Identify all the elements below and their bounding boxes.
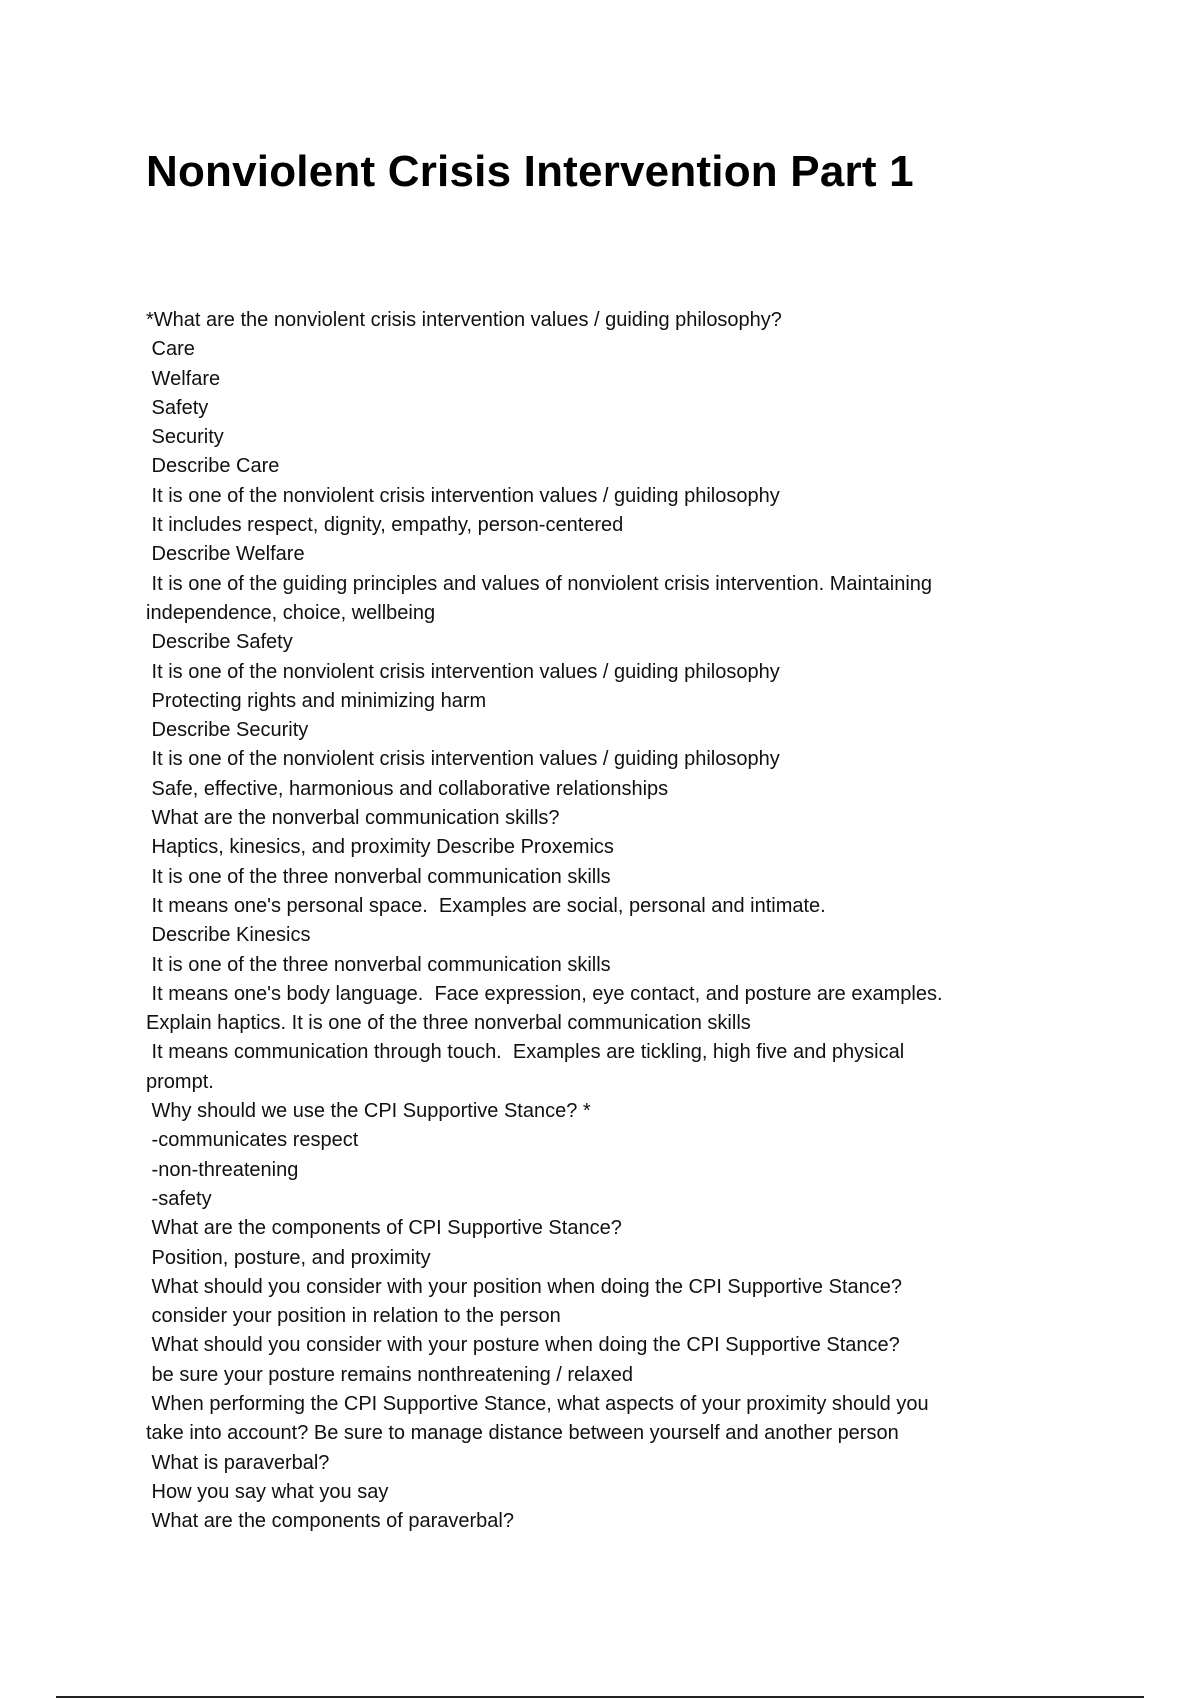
text-line: prompt. — [146, 1070, 214, 1093]
text-line: What are the nonverbal communication skills? — [146, 807, 560, 830]
text-line: -non-threatening — [146, 1158, 299, 1181]
text-line: It is one of the nonviolent crisis intervention values / guiding philosophy — [146, 484, 780, 507]
text-line: What should you consider with your posture when doing the CPI Supportive Stance? — [146, 1334, 900, 1357]
text-line: consider your position in relation to the person — [146, 1305, 561, 1328]
text-line: Why should we use the CPI Supportive Stance? * — [146, 1100, 591, 1123]
page-title: Nonviolent Crisis Intervention Part 1 — [146, 147, 914, 196]
text-line: What is paraverbal? — [146, 1451, 330, 1474]
text-line: How you say what you say — [146, 1480, 389, 1503]
text-line: It means one's body language. Face expression, eye contact, and posture are examples. — [146, 982, 943, 1005]
text-line: What are the components of paraverbal? — [146, 1510, 514, 1533]
text-line: *What are the nonviolent crisis intervention values / guiding philosophy? — [146, 309, 782, 331]
text-line: Explain haptics. It is one of the three nonverbal communication skills — [146, 1012, 751, 1035]
text-line: When performing the CPI Supportive Stance, what aspects of your proximity should you — [146, 1392, 929, 1415]
text-line: Describe Safety — [146, 631, 293, 654]
text-line: It is one of the three nonverbal communication skills — [146, 953, 611, 976]
text-line: Describe Security — [146, 719, 309, 742]
text-line: It is one of the three nonverbal communication skills — [146, 865, 611, 888]
text-line: independence, choice, wellbeing — [146, 601, 436, 624]
text-line: It means one's personal space. Examples are social, personal and intimate. — [146, 894, 826, 917]
text-line: What are the components of CPI Supportive Stance? — [146, 1217, 622, 1240]
text-line: It is one of the guiding principles and values of nonviolent crisis intervention. Maintaining — [146, 572, 933, 595]
text-line: It is one of the nonviolent crisis intervention values / guiding philosophy — [146, 660, 780, 683]
text-line: It means communication through touch. Examples are tickling, high five and physical — [146, 1041, 905, 1064]
text-line: What should you consider with your position when doing the CPI Supportive Stance? — [146, 1275, 902, 1298]
page-bottom-divider — [56, 1696, 1144, 1698]
text-line: Describe Welfare — [146, 543, 305, 566]
text-line: be sure your posture remains nonthreatening / relaxed — [146, 1363, 633, 1386]
text-line: Protecting rights and minimizing harm — [146, 689, 487, 712]
text-line: -safety — [146, 1187, 212, 1210]
text-line: It includes respect, dignity, empathy, person-centered — [146, 514, 624, 537]
document-body — [146, 306, 1046, 1536]
text-line: Safety — [146, 396, 209, 419]
text-line: Welfare — [146, 367, 221, 390]
text-line: Position, posture, and proximity — [146, 1246, 431, 1269]
text-line: Describe Care — [146, 455, 280, 478]
text-line: Safe, effective, harmonious and collaborative relationships — [146, 777, 669, 800]
text-line: take into account? Be sure to manage distance between yourself and another person — [146, 1422, 899, 1445]
text-line: Haptics, kinesics, and proximity Describe Proxemics — [146, 836, 614, 859]
text-line: -communicates respect — [146, 1129, 359, 1152]
text-line: Security — [146, 426, 224, 449]
text-line: Care — [146, 338, 195, 361]
text-line: Describe Kinesics — [146, 924, 311, 947]
text-line: It is one of the nonviolent crisis intervention values / guiding philosophy — [146, 748, 780, 771]
